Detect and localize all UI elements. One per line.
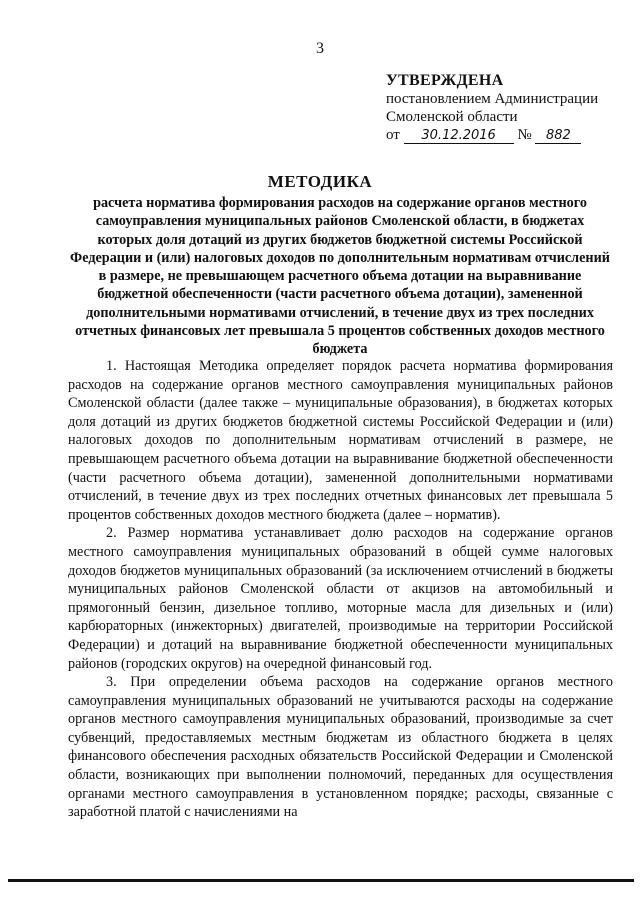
document-title: МЕТОДИКА bbox=[267, 172, 373, 191]
page-number: 3 bbox=[316, 40, 324, 57]
paragraph-2: 2. Размер норматива устанавливает долю расходов на содержание органов местного самоуправления муниципальных образований в общей сумме налоговых доходов бюджетов муниципальных образований (за исключением отчислений в бюджеты муниципальных районов Смоленской области от акцизов на автомобильный и прямогонный бензин, дизельное топливо, моторные масла для дизельных и (или) карбюраторных (инжекторных) двигателей, производимые на территории Российской Федерации) и дотаций на выравнивание бюджетной обеспеченности муниципальных районов (городских округов) на очередной финансовый год. bbox=[68, 525, 613, 672]
handwritten-number: 882 bbox=[535, 129, 581, 144]
number-label: № bbox=[517, 127, 532, 143]
from-label: от bbox=[386, 127, 400, 143]
approval-line-1: постановлением Администрации bbox=[386, 91, 599, 107]
approval-heading: УТВЕРЖДЕНА bbox=[386, 72, 504, 89]
approval-date-line bbox=[386, 126, 626, 144]
approval-line-2: Смоленской области bbox=[386, 109, 518, 125]
handwritten-date: 30.12.2016 bbox=[404, 129, 514, 144]
bottom-rule bbox=[8, 879, 634, 882]
document-body bbox=[68, 357, 613, 822]
paragraph-1: 1. Настоящая Методика определяет порядок расчета норматива формирования расходов на содержание органов местного самоуправления муниципальных районов Смоленской области (далее также – муниципальные образования), в бюджетах которых доля дотаций из других бюджетов бюджетной системы Российской Федерации и (или) налоговых доходов по дополнительным нормативам отчислений в размере, не превышающем расчетного объема дотации на выравнивание бюджетной обеспеченности (части расчетного объема дотации), замененной дополнительными нормативами отчислений, в течение двух из трех последних отчетных финансовых лет превышала 5 процентов собственных доходов местного бюджета (далее – норматив). bbox=[68, 358, 613, 523]
document-subtitle: расчета норматива формирования расходов на содержание органов местного самоуправления муниципальных районов Смоленской области, в бюджетах которых доля дотаций из других бюджетов бюджетной системы Российской Федерации и (или) налоговых доходов по дополнительным нормативам отчислений в размере, не превышающем расчетного объема дотации на выравнивание бюджетной обеспеченности (части расчетного объема дотации), замененной дополнительными нормативами отчислений, в течение двух из трех последних отчетных финансовых лет превышала 5 процентов собственных доходов местного бюджета bbox=[70, 195, 610, 358]
paragraph-3: 3. При определении объема расходов на содержание органов местного самоуправления муниципальных образований не учитываются расходы на содержание органов местного самоуправления муниципальных образований, производимые за счет субвенций, предоставляемых местным бюджетам из областного бюджета в целях финансового обеспечения расходных обязательств Российской Федерации и Смоленской области, возникающих при выполнении полномочий, переданных для осуществления органами местного самоуправления в установленном порядке; расходы, связанные с заработной платой с начислениями на bbox=[68, 674, 613, 821]
approval-block bbox=[386, 72, 626, 144]
